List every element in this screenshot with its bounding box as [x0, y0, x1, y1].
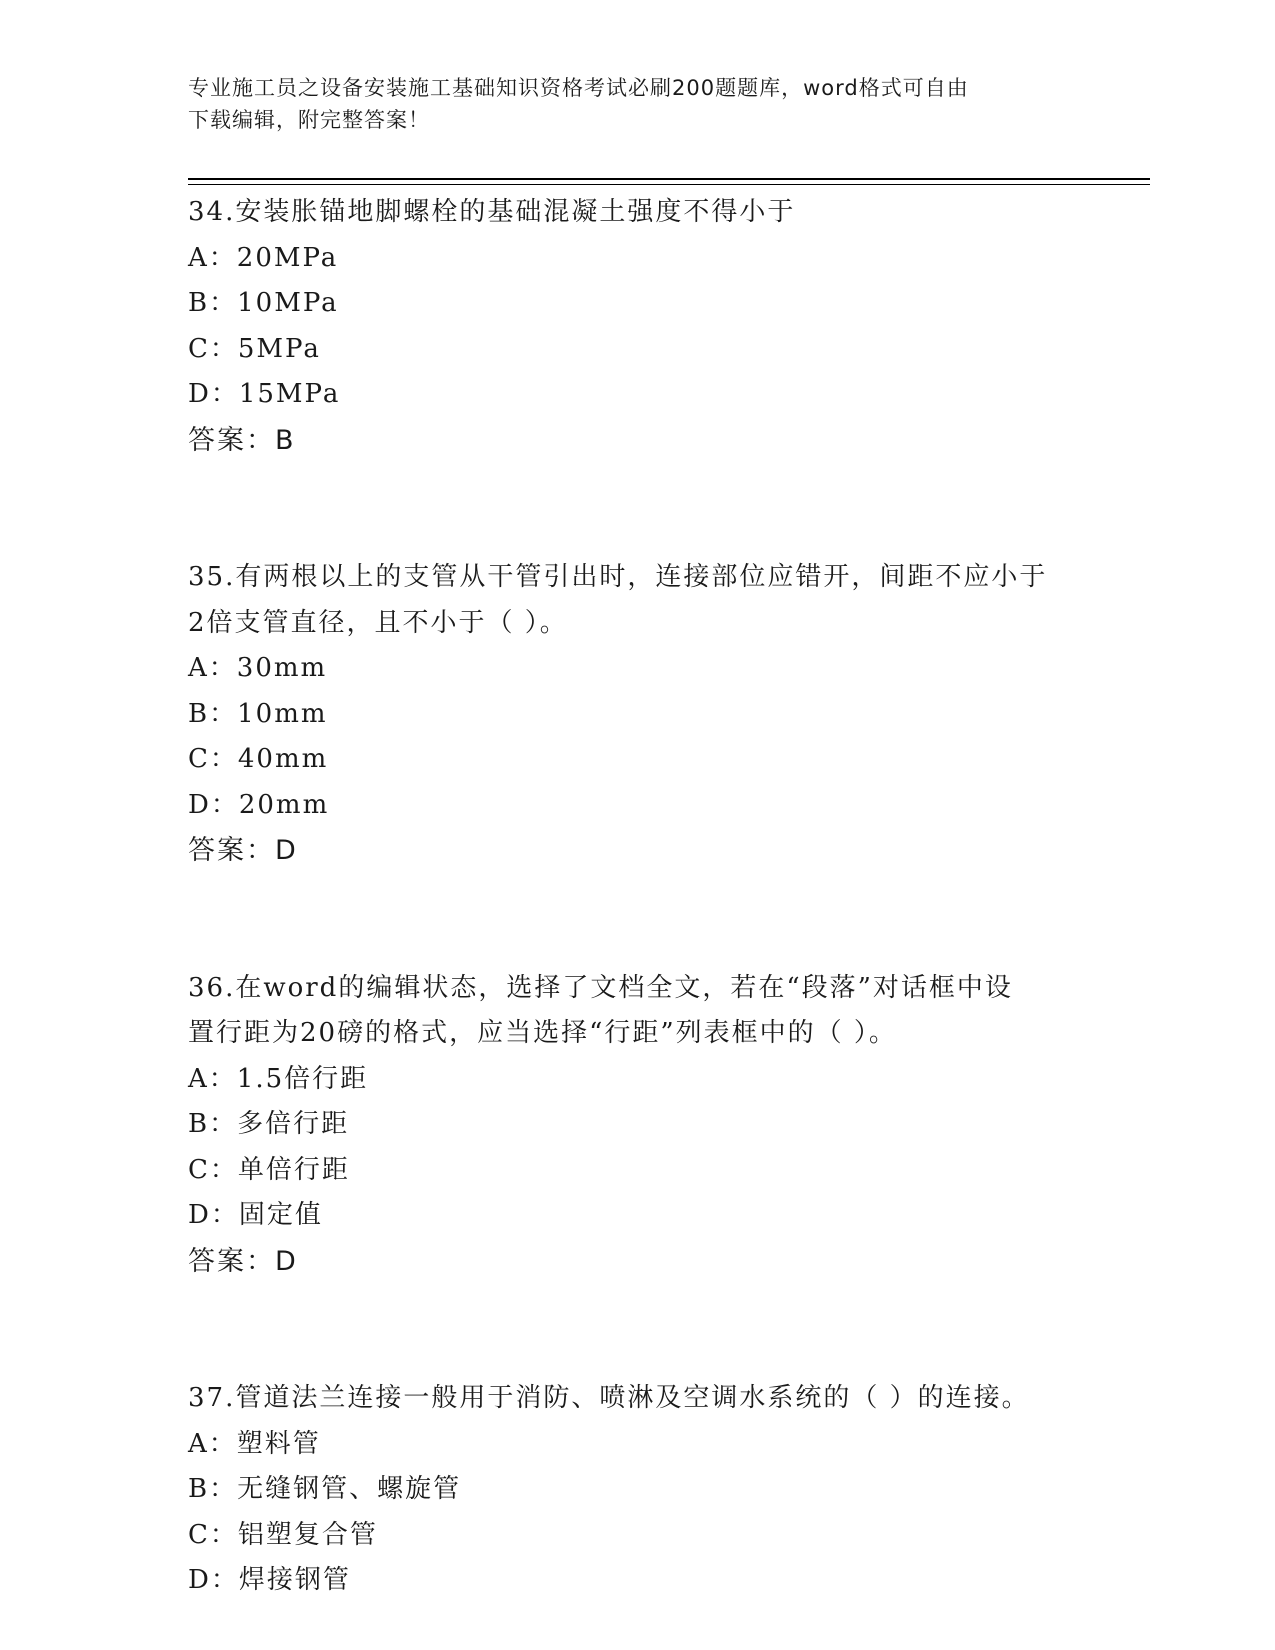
- question-36: [188, 966, 1088, 1285]
- question-35-option-c: C：40mm: [188, 744, 329, 774]
- question-37-text: 37.管道法兰连接一般用于消防、喷淋及空调水系统的（ ）的连接。: [188, 1383, 1030, 1413]
- question-35-option-b: B：10mm: [188, 698, 328, 729]
- question-34: [188, 190, 1088, 463]
- header-line-1: 专业施工员之设备安装施工基础知识资格考试必刷200题题库，word格式可自由: [188, 76, 969, 100]
- question-36-option-a: A：1.5倍行距: [188, 1063, 369, 1094]
- question-37-option-a: A：塑料管: [188, 1428, 321, 1459]
- question-34-answer: 答案：B: [188, 424, 296, 456]
- question-36-option-c: C：单倍行距: [188, 1154, 350, 1185]
- header-divider-thin: [188, 184, 1150, 185]
- question-35: [188, 555, 1088, 874]
- question-35-text-line-1: 35.有两根以上的支管从干管引出时，连接部位应错开，间距不应小于: [188, 562, 1048, 592]
- question-35-option-a: A：30mm: [188, 653, 328, 683]
- question-36-option-d: D：固定值: [188, 1200, 323, 1230]
- question-34-option-b: B：10MPa: [188, 288, 339, 318]
- question-37-option-b: B：无缝钢管、螺旋管: [188, 1474, 462, 1504]
- question-36-answer: 答案：D: [188, 1245, 298, 1277]
- question-36-option-b: B：多倍行距: [188, 1109, 350, 1139]
- question-35-text-line-2: 2倍支管直径，且不小于（ ）。: [188, 607, 568, 638]
- question-35-option-d: D：20mm: [188, 789, 330, 820]
- question-37-option-c: C：铝塑复合管: [188, 1519, 378, 1550]
- question-36-text-line-2: 置行距为20磅的格式，应当选择“行距”列表框中的（ ）。: [188, 1018, 897, 1048]
- question-36-text-line-1: 36.在word的编辑状态，选择了文档全文，若在“段落”对话框中设: [188, 972, 1013, 1003]
- question-34-text: 34.安装胀锚地脚螺栓的基础混凝土强度不得小于: [188, 197, 796, 227]
- question-35-answer: 答案：D: [188, 835, 298, 866]
- document-header: [188, 72, 1068, 136]
- header-line-2: 下载编辑，附完整答案！: [188, 108, 430, 132]
- question-list: [188, 190, 1088, 1604]
- question-34-option-a: A：20MPa: [188, 242, 339, 273]
- question-34-option-c: C：5MPa: [188, 333, 321, 364]
- header-divider-thick: [188, 178, 1150, 180]
- question-34-option-d: D：15MPa: [188, 379, 341, 409]
- question-37-option-d: D：焊接钢管: [188, 1565, 351, 1595]
- question-37: [188, 1376, 1088, 1604]
